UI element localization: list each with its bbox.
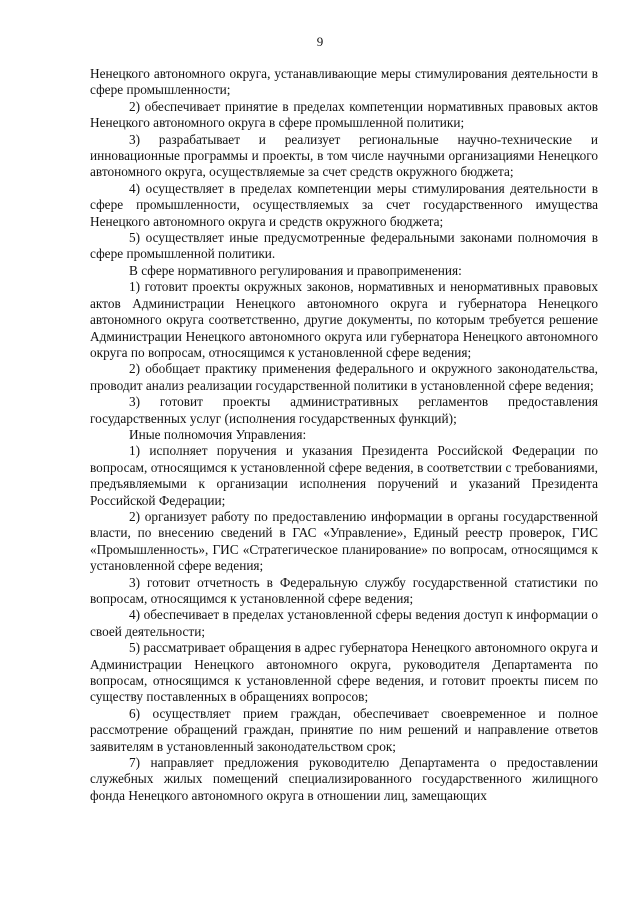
paragraph-item: 4) осуществляет в пределах компетенции меры стимулирования деятельности в сфере промышленности, осуществляемых за счет государственного имущества Ненецкого автономного округа и средств окружного бюджета; xyxy=(90,180,598,229)
paragraph-item: 3) готовит проекты административных регламентов предоставления государственных услуг (исполнения государственных функций); xyxy=(90,394,598,426)
paragraph-item: 6) осуществляет прием граждан, обеспечивает своевременное и полное рассмотрение обращений граждан, принятие по ним решений и направление ответов заявителям в установленный законодательством срок; xyxy=(90,705,598,754)
paragraph-item: 1) готовит проекты окружных законов, нормативных и ненормативных правовых актов Администрации Ненецкого автономного округа и губернатора Ненецкого автономного округа соответственно, другие документы, по которым требуется решение Администрации Ненецкого автономного округа или губернатора Ненецкого автономного округа по вопросам, относящимся к установленной сфере ведения; xyxy=(90,279,598,360)
paragraph-item: 3) готовит отчетность в Федеральную службу государственной статистики по вопросам, относящимся к установленной сфере ведения; xyxy=(90,574,598,606)
paragraph-item: 2) обобщает практику применения федерального и окружного законодательства, проводит анализ реализации государственной политики в установленной сфере ведения; xyxy=(90,361,598,393)
paragraph-item: 5) рассматривает обращения в адрес губернатора Ненецкого автономного округа и Администрации Ненецкого автономного округа, руководителя Департамента по вопросам, относящимся к установленной сфере ведения, и готовит проекты писем по существу поставленных в обращениях вопросов; xyxy=(90,640,598,705)
paragraph-item: 3) разрабатывает и реализует региональные научно-технические и инновационные программы и проекты, в том числе научными организациями Ненецкого автономного округа, осуществляемые за счет средств окружного бюджета; xyxy=(90,131,598,180)
section-heading: Иные полномочия Управления: xyxy=(129,426,307,442)
paragraph-item: 1) исполняет поручения и указания Президента Российской Федерации по вопросам, относящимся к установленной сфере ведения, в соответствии с требованиями, предъявляемыми к организации исполнения поручений и указаний Президента Российской Федерации; xyxy=(90,443,598,508)
paragraph-item: 5) осуществляет иные предусмотренные федеральными законами полномочия в сфере промышленной политики. xyxy=(90,230,598,262)
paragraph-continuation: Ненецкого автономного округа, устанавливающие меры стимулирования деятельности в сфере промышленности; xyxy=(90,66,598,98)
document-body xyxy=(90,66,598,804)
paragraph-item: 2) организует работу по предоставлению информации в органы государственной власти, по внесению сведений в ГАС «Управление», Единый реестр проверок, ГИС «Промышленность», ГИС «Стратегическое планирование» по вопросам, относящимся к установленной сфере ведения; xyxy=(90,508,598,574)
paragraph-item: 2) обеспечивает принятие в пределах компетенции нормативных правовых актов Ненецкого автономного округа в сфере промышленной политики; xyxy=(90,98,598,131)
page-number: 9 xyxy=(316,34,324,49)
paragraph-item: 7) направляет предложения руководителю Департамента о предоставлении служебных жилых помещений специализированного государственного жилищного фонда Ненецкого автономного округа в отношении лиц, замещающих xyxy=(90,755,598,803)
section-heading: В сфере нормативного регулирования и правоприменения: xyxy=(129,262,462,278)
paragraph-item: 4) обеспечивает в пределах установленной сферы ведения доступ к информации о своей деятельности; xyxy=(90,607,598,639)
